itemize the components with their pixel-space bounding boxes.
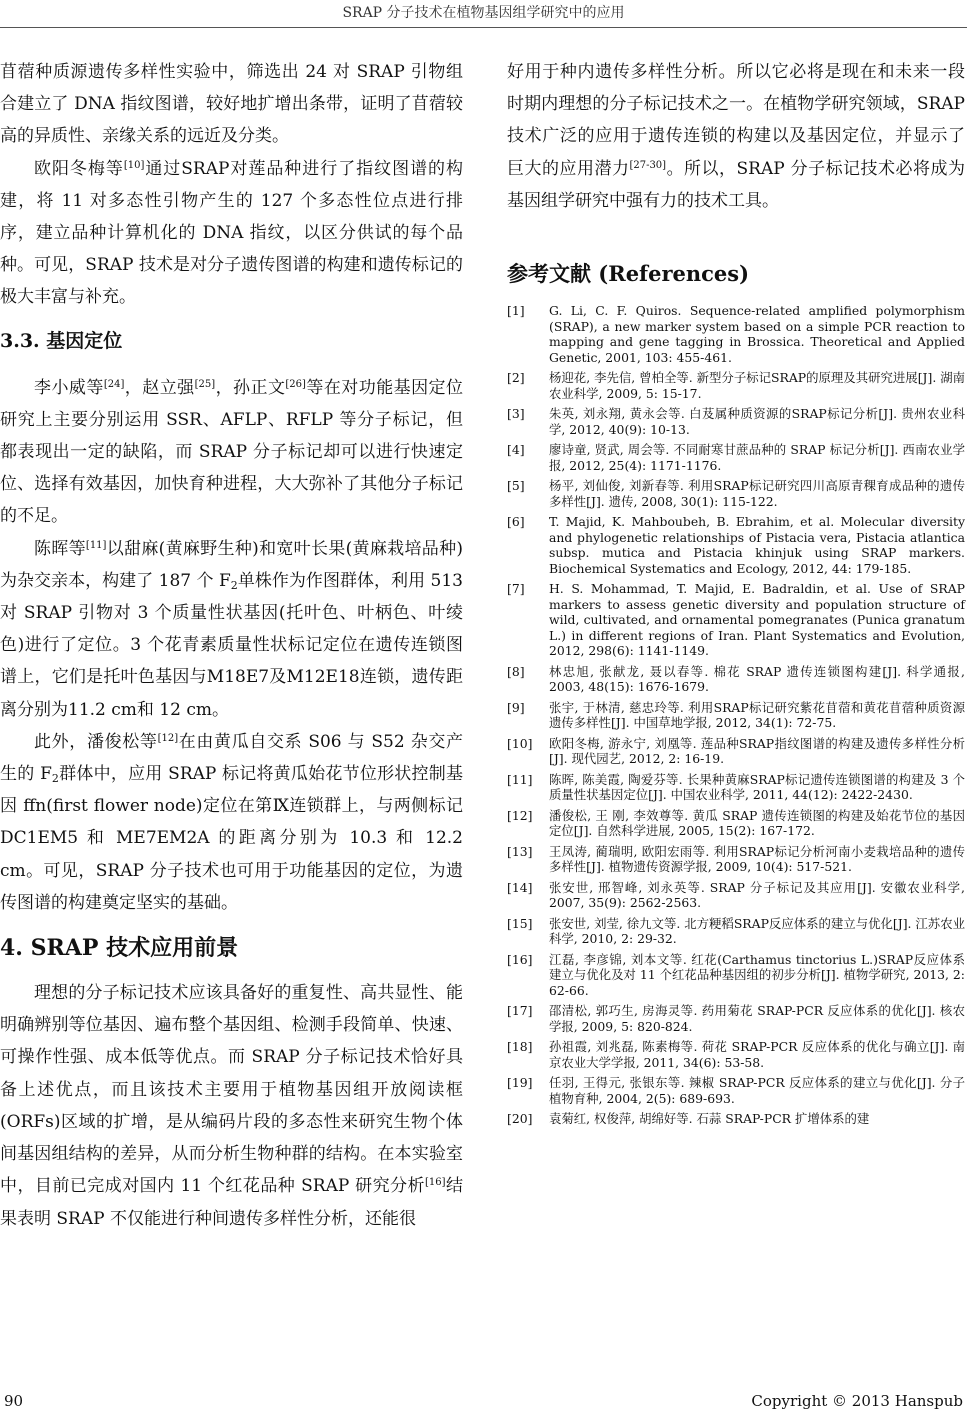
reference-text: 江磊, 李彦锦, 刘本文等. 红花(Carthamus tinctorius L.)SRAP反应体系建立与优化及对 11 个红花品种基因组的初步分析[J]. 植物学研究, 2013, 2: 62-66. bbox=[549, 951, 965, 998]
reference-text: 欧阳冬梅, 游永宁, 刘凰等. 莲品种SRAP指纹图谱的构建及遗传多样性分析[J]. 现代园艺, 2012, 2: 16-19. bbox=[549, 735, 965, 767]
reference-item bbox=[507, 478, 965, 509]
reference-item bbox=[507, 581, 965, 659]
paragraph-text: 陈晖等 bbox=[34, 538, 86, 559]
citation[interactable]: [11] bbox=[85, 539, 107, 551]
reference-number: [14] bbox=[507, 879, 533, 895]
left-column bbox=[0, 56, 463, 1235]
paragraph-3 bbox=[0, 372, 463, 533]
reference-text: 林忠旭, 张献龙, 聂以春等. 棉花 SRAP 遗传连锁图构建[J]. 科学通报, 2003, 48(15): 1676-1679. bbox=[549, 663, 965, 695]
reference-number: [9] bbox=[507, 699, 525, 715]
reference-text: 陈晖, 陈美霞, 陶爱芬等. 长果种黄麻SRAP标记遗传连锁图谱的构建及 3 个质量性状基因定位[J]. 中国农业科学, 2011, 44(12): 2422-2430. bbox=[549, 771, 965, 803]
subscript: 2 bbox=[230, 578, 238, 592]
paragraph-text: 好用于种内遗传多样性分析。所以它必将是现在和未来一段时期内理想的分子标记技术之一。在植物学研究领域，SRAP 技术广泛的应用于遗传连锁的构建以及基因定位，并显示了巨大的应用潜力 bbox=[507, 62, 965, 179]
reference-number: [6] bbox=[507, 514, 525, 530]
reference-number: [8] bbox=[507, 663, 525, 679]
paragraph-text: 在由黄瓜自交系 S06 与 S52 杂交产生的 F bbox=[0, 731, 464, 785]
paragraph-text: 理想的分子标记技术应该具备好的重复性、高共显性、能明确辨别等位基因、遍布整个基因组、检测手段简单、快速、可操作性强、成本低等优点。而 SRAP 分子标记技术恰好具备上述优点，而且该技术主要用于植物基因组开放阅读框(ORFs)区域的扩增，是从编码片段的多态性来研究生物个体间基因组结构的差异，从而分析生物种群的结构。在本实验室中，目前已完成对国内 11 个红花品种 SRAP 研究分析 bbox=[0, 983, 463, 1197]
reference-item bbox=[507, 844, 965, 875]
paragraph-text: 苜蓿种质源遗传多样性实验中，筛选出 24 对 SRAP 引物组合建立了 DNA 指纹图谱，较好地扩增出条带，证明了苜蓿较高的异质性、亲缘关系的远近及分类。 bbox=[0, 62, 463, 147]
reference-text: 朱英, 刘永翔, 黄永会等. 白芨属种质资源的SRAP标记分析[J]. 贵州农业科学, 2012, 40(9): 10-13. bbox=[549, 406, 965, 437]
reference-text: 潘俊松, 王 刚, 李效尊等. 黄瓜 SRAP 遗传连锁图的构建及始花节位的基因定位[J]. 自然科学进展, 2005, 15(2): 167-172. bbox=[549, 807, 965, 839]
section-heading-3-3: 3.3. 基因定位 bbox=[0, 329, 123, 352]
running-header: SRAP 分子技术在植物基因组学研究中的应用 bbox=[342, 5, 625, 21]
paragraph-text: 。所以，SRAP 分子标记技术必将成为基因组学研究中强有力的技术工具。 bbox=[507, 158, 965, 211]
citation[interactable]: [12] bbox=[157, 732, 179, 744]
right-column bbox=[507, 56, 965, 1132]
paragraph-text: 单株作为作图群体，利用 513 对 SRAP 引物对 3 个质量性状基因(托叶色、叶柄色、叶绫色)进行了定位。3 个花青素质量性状标记定位在遗传连锁图谱上，它们是托叶色基因与M18E7及M12E18连锁，遗传距离分别为11.2 cm和 12 cm。 bbox=[0, 570, 463, 720]
paragraph-text: 等在对功能基因定位研究上主要分别运用 SSR、AFLP、RFLP 等分子标记，但都表现出一定的缺陷，而 SRAP 分子标记却可以进行快速定位、选择有效基因，加快育种进程，大大弥补了其他分子标记的不足。 bbox=[0, 377, 464, 527]
reference-item bbox=[507, 916, 965, 947]
reference-number: [17] bbox=[507, 1003, 533, 1019]
citation[interactable]: [24] bbox=[103, 378, 125, 390]
citation[interactable]: [27-30] bbox=[629, 159, 667, 171]
reference-number: [4] bbox=[507, 442, 525, 458]
reference-item bbox=[507, 664, 965, 695]
references-heading: 参考文献 (References) bbox=[507, 261, 750, 287]
reference-item bbox=[507, 736, 965, 767]
reference-item bbox=[507, 880, 965, 911]
reference-number: [11] bbox=[507, 771, 533, 787]
paragraph-text: 此外，潘俊松等 bbox=[34, 731, 158, 752]
reference-text: 廖诗童, 贤武, 周会等. 不同耐寒甘蔗品种的 SRAP 标记分析[J]. 西南农业学报, 2012, 25(4): 1171-1176. bbox=[549, 442, 965, 473]
paragraph-text: 欧阳冬梅等 bbox=[34, 158, 124, 179]
citation[interactable]: [16] bbox=[425, 1177, 446, 1189]
header-divider bbox=[0, 27, 967, 28]
reference-number: [19] bbox=[507, 1075, 533, 1091]
reference-number: [10] bbox=[507, 735, 533, 751]
reference-text: 张宇, 于林清, 慈忠玲等. 利用SRAP标记研究紫花苜蓿和黄花苜蓿种质资源遗传多样性[J]. 中国草地学报, 2012, 34(1): 72-75. bbox=[549, 699, 965, 731]
reference-text: 孙祖霞, 刘兆磊, 陈素梅等. 荷花 SRAP-PCR 反应体系的优化与确立[J]. 南京农业大学学报, 2011, 34(6): 53-58. bbox=[549, 1039, 965, 1070]
reference-text: H. S. Mohammad, T. Majid, E. Badraldin, et al. Use of SRAP markers to assess genetic diversity and population structure of wild, cultivated, and ornamental pomegranates (Punica granatum L.) in different regions of Iran. Plant Systematics and Evolution, 2012, 298(6): 1141-1149. bbox=[549, 581, 965, 659]
paragraph-5 bbox=[0, 726, 463, 919]
reference-item bbox=[507, 700, 965, 731]
reference-number: [20] bbox=[507, 1111, 533, 1127]
reference-item bbox=[507, 808, 965, 839]
paragraph-1 bbox=[0, 56, 463, 153]
paragraph-text: 李小威等 bbox=[34, 377, 104, 398]
paragraph-text: 结果表明 SRAP 不仅能进行种间遗传多样性分析，还能很 bbox=[0, 1176, 463, 1229]
reference-number: [15] bbox=[507, 915, 533, 931]
paragraph-text: 通过SRAP对莲品种进行了指纹图谱的构建，将 11 对多态性引物产生的 127 个多态性位点进行排序，建立品种计算机化的 DNA 指纹，以区分供试的每个品种。可见，SRAP 技术是对分子遗传图谱的构建和遗传标记的极大丰富与补充。 bbox=[0, 158, 463, 308]
subscript: 2 bbox=[51, 772, 59, 786]
reference-item bbox=[507, 1003, 965, 1034]
paragraph-text: ，赵立强 bbox=[124, 377, 195, 398]
reference-list bbox=[507, 303, 965, 1127]
reference-number: [1] bbox=[507, 303, 525, 319]
reference-number: [18] bbox=[507, 1039, 533, 1055]
paragraph-continued bbox=[507, 56, 965, 217]
paragraph-text: 以甜麻(黄麻野生种)和宽叶长果(黄麻栽培品种)为杂交亲本，构建了 187 个 F bbox=[0, 538, 464, 591]
reference-item bbox=[507, 1111, 965, 1127]
paragraph-text: ，孙正文 bbox=[215, 377, 286, 398]
section-heading-4: 4. SRAP 技术应用前景 bbox=[0, 935, 239, 962]
paragraph-text: 群体中，应用 SRAP 标记将黄瓜始花节位形状控制基因 ffn(first flower node)定位在第Ⅸ连锁群上，与两侧标记 DC1EM5 和 ME7EM2A 的距离分别为 10.3 和 12.2 cm。可见，SRAP 分子技术也可用于功能基因的定位，为遗传图谱的构建奠定坚实的基础。 bbox=[0, 764, 464, 913]
reference-number: [7] bbox=[507, 581, 525, 597]
reference-item bbox=[507, 514, 965, 576]
copyright-notice: Copyright © 2013 Hanspub bbox=[751, 1392, 963, 1410]
reference-number: [3] bbox=[507, 406, 525, 422]
reference-text: 杨迎花, 李先信, 曾柏全等. 新型分子标记SRAP的原理及其研究进展[J]. 湖南农业科学, 2009, 5: 15-17. bbox=[549, 370, 965, 401]
paragraph-2 bbox=[0, 153, 463, 314]
reference-text: 张安世, 邢智峰, 刘永英等. SRAP 分子标记及其应用[J]. 安徽农业科学, 2007, 35(9): 2562-2563. bbox=[549, 879, 965, 911]
citation[interactable]: [10] bbox=[123, 159, 145, 171]
reference-text: 张安世, 刘莹, 徐九文等. 北方粳稻SRAP反应体系的建立与优化[J]. 江苏农业科学, 2010, 2: 29-32. bbox=[549, 915, 965, 947]
citation[interactable]: [25] bbox=[194, 378, 216, 390]
reference-item bbox=[507, 1039, 965, 1070]
reference-item bbox=[507, 442, 965, 473]
reference-number: [12] bbox=[507, 807, 533, 823]
reference-item bbox=[507, 370, 965, 401]
page-number: 90 bbox=[4, 1392, 24, 1410]
reference-number: [5] bbox=[507, 478, 525, 494]
citation[interactable]: [26] bbox=[285, 378, 306, 390]
reference-text: 王凤涛, 蔺瑞明, 欧阳宏雨等. 利用SRAP标记分析河南小麦栽培品种的遗传多样性[J]. 植物遗传资源学报, 2009, 10(4): 517-521. bbox=[549, 843, 965, 875]
reference-item bbox=[507, 303, 965, 365]
reference-item bbox=[507, 406, 965, 437]
reference-text: 杨平, 刘仙俊, 刘新春等. 利用SRAP标记研究四川高原青稞育成品种的遗传多样性[J]. 遗传, 2008, 30(1): 115-122. bbox=[549, 478, 965, 509]
reference-text: 邵清松, 郭巧生, 房海灵等. 药用菊花 SRAP-PCR 反应体系的优化[J]. 核农学报, 2009, 5: 820-824. bbox=[549, 1003, 965, 1034]
reference-number: [13] bbox=[507, 843, 533, 859]
reference-item bbox=[507, 772, 965, 803]
reference-text: T. Majid, K. Mahboubeh, B. Ebrahim, et al. Molecular diversity and phylogenetic relationships of Pistacia vera, Pistacia atlantica subsp. mutica and Pistacia khinjuk using SRAP markers. Biochemical Systematics and Ecology, 2012, 44: 179-185. bbox=[549, 514, 965, 576]
reference-text: G. Li, C. F. Quiros. Sequence-related amplified polymorphism (SRAP), a new marker system based on a simple PCR reaction to mapping and gene tagging in Brossica. Theoretical and Applied Genetic, 2001, 103: 455-461. bbox=[549, 303, 965, 365]
reference-number: [16] bbox=[507, 951, 533, 967]
paragraph-6 bbox=[0, 977, 463, 1235]
reference-item bbox=[507, 952, 965, 999]
reference-number: [2] bbox=[507, 370, 525, 386]
reference-text: 袁菊红, 权俊萍, 胡绵好等. 石蒜 SRAP-PCR 扩增体系的建 bbox=[549, 1111, 870, 1127]
reference-item bbox=[507, 1075, 965, 1106]
paragraph-4 bbox=[0, 533, 463, 726]
reference-text: 任羽, 王得元, 张银东等. 辣椒 SRAP-PCR 反应体系的建立与优化[J]. 分子植物育种, 2004, 2(5): 689-693. bbox=[549, 1075, 965, 1106]
